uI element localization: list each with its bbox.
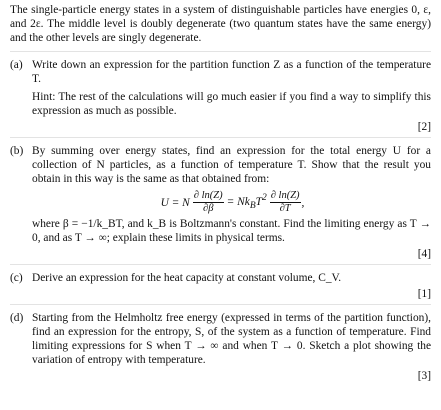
question-a-hint: Hint: The rest of the calculations will go much easier if you find a way to simplify this expression as much as possible. (32, 91, 431, 117)
equation-frac2-denominator: ∂T (279, 203, 291, 214)
question-a-text: Write down an expression for the partition function Z as a function of the temperature T. (32, 59, 431, 85)
equation-middle (227, 191, 267, 213)
question-a-label: (a) (10, 59, 23, 71)
question-b-marks: [4] (417, 248, 431, 260)
question-c-marks: [1] (417, 288, 431, 300)
equation-fraction-beta (193, 190, 224, 215)
question-a (10, 51, 431, 137)
question-b (10, 137, 431, 264)
problem-intro: The single-particle energy states in a system of distinguishable particles have energies 0, ε, and 2ε. The middle level is doubly degenerate (two quantum states have the same energy) and the other levels are singly degenerate. (10, 4, 431, 44)
question-d-text: Starting from the Helmholtz free energy (expressed in terms of the partition function), find an expression for the entropy, S, of the system as a function of temperature. Find limiting expressions for S when T → ∞ and when T → 0. Sketch a plot showing the variation of entropy with temperature. (32, 312, 431, 366)
question-d (10, 304, 431, 386)
question-d-marks: [3] (417, 370, 431, 382)
question-d-label: (d) (10, 312, 24, 324)
equation-mid-tail: T (255, 196, 262, 209)
equation-mid-sup: 2 (261, 193, 267, 204)
equation-fraction-temperature (270, 190, 301, 215)
equation-frac1-numerator: ∂ ln(Z) (193, 190, 223, 201)
question-c-label: (c) (10, 272, 23, 284)
equation-frac2-numerator: ∂ ln(Z) (270, 190, 300, 201)
equation-mid-text: = Nk (226, 196, 250, 209)
question-b-after: where β = −1/k_BT, and k_B is Boltzmann's constant. Find the limiting energy as T → 0, and as T → ∞; explain these limits in physical terms. (32, 218, 431, 244)
question-c (10, 264, 431, 304)
equation-frac1-denominator: ∂β (203, 203, 214, 214)
equation-mid-sub: B (249, 201, 256, 212)
question-b-label: (b) (10, 145, 24, 157)
question-a-marks: [2] (417, 121, 431, 133)
equation-lhs: U = N (160, 196, 190, 209)
question-c-text: Derive an expression for the heat capacity at constant volume, C_V. (32, 272, 342, 284)
energy-equation (32, 190, 431, 215)
equation-end: , (301, 196, 305, 209)
question-b-text: By summing over energy states, find an expression for the total energy U for a collection of N particles, as a function of temperature T. Show that the result you obtain in this way is the same as that obtained from: (32, 145, 431, 185)
